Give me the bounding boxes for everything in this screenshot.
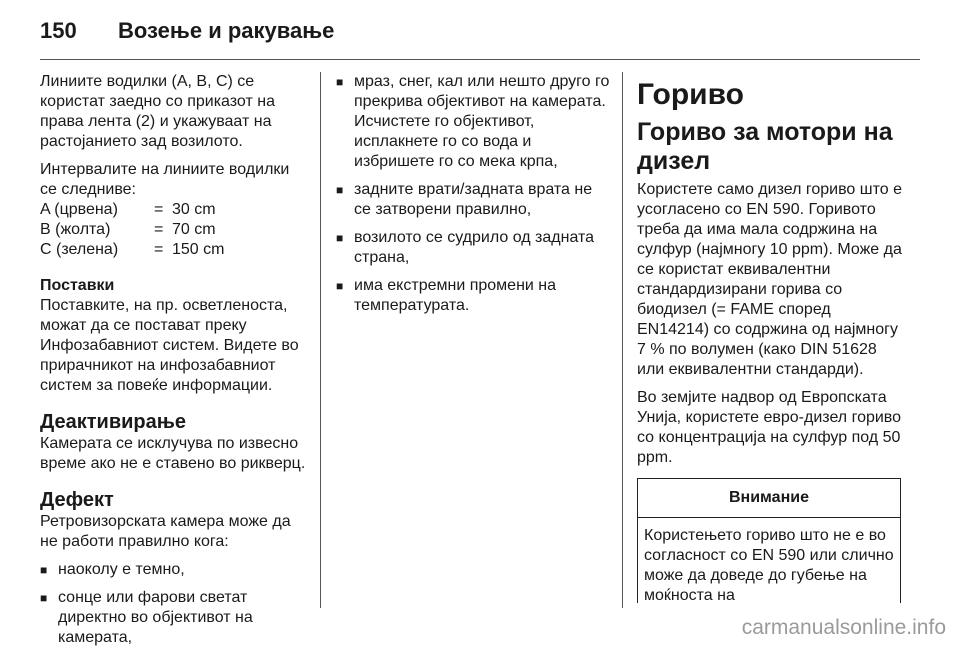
fault-list — [40, 560, 308, 648]
column-divider-1 — [320, 72, 321, 608]
diesel-para-1: Користете само дизел гориво што е усогласено со EN 590. Горивото треба да има мала содржина на сулфур (најмногу 10 ppm). Може да се користат еквивалентни стандардизирани горива со биодизел (= FAME според EN14214) со содржина од најмногу 7 % по волумен (како DIN 51628 или еквивалентни стандарди). — [637, 181, 902, 378]
list-item-text: возилото се судрило од задната страна, — [354, 229, 595, 266]
color-eq: = — [154, 201, 164, 218]
list-item — [336, 72, 610, 172]
list-item-text: има екстремни промени на температурата. — [354, 277, 557, 314]
settings-text: Поставките, на пр. осветленоста, можат да се постават преку Инфозабавниот систем. Видете во прирачникот на инфозабавниот систем за повеќе информации. — [40, 297, 299, 394]
list-item — [40, 588, 308, 648]
color-name: C (зелена) — [40, 241, 119, 258]
diesel-para-2: Во земјите надвор од Европската Унија, користете евро-дизел гориво со концентрација на сулфур под 50 ppm. — [637, 389, 902, 466]
guideline-color-table — [40, 200, 224, 260]
deactivation-text: Камерата се исклучува по извесно време ако не е ставено во рикверц. — [40, 435, 306, 472]
color-name: A (црвена) — [40, 201, 118, 218]
bullet-icon: ■ — [336, 183, 344, 197]
list-item-text: задните врати/задната врата не се затворени правилно, — [354, 181, 593, 218]
column-divider-2 — [622, 72, 623, 608]
column-2 — [336, 72, 610, 324]
page-title: Возење и ракување — [118, 18, 335, 43]
color-distance: 70 cm — [172, 221, 216, 238]
bullet-icon: ■ — [336, 279, 344, 293]
list-item-text: мраз, снег, кал или нешто друго го прекрива објективот на камерата. Исчистете го објективот, исплакнете го со вода и избришете го со мека крпа, — [354, 73, 610, 170]
list-item — [336, 228, 610, 268]
page-header — [0, 0, 960, 60]
list-item — [336, 276, 610, 316]
header-rule — [40, 59, 920, 60]
table-row — [40, 220, 224, 240]
diesel-subtitle: Гориво за мотори на дизел — [637, 118, 893, 175]
watermark: carmanualsonline.info — [741, 616, 946, 639]
settings-heading: Поставки — [40, 277, 115, 294]
color-eq: = — [154, 241, 164, 258]
list-item — [40, 560, 308, 580]
settings-section — [40, 276, 308, 396]
color-eq: = — [154, 221, 164, 238]
bullet-icon: ■ — [40, 563, 48, 577]
caution-box — [637, 478, 901, 603]
column-1 — [40, 72, 308, 662]
deactivation-section — [40, 410, 308, 474]
fault-list-continued — [336, 72, 610, 316]
table-row — [40, 240, 224, 260]
list-item — [336, 180, 610, 220]
color-name: B (жолта) — [40, 221, 111, 238]
bullet-icon: ■ — [336, 75, 344, 89]
bullet-icon: ■ — [40, 591, 48, 605]
fault-section — [40, 488, 308, 648]
list-item-text: сонце или фарови светат директно во објективот на камерата, — [58, 589, 253, 646]
color-distance: 30 cm — [172, 201, 216, 218]
caution-text: Користењето гориво што не е во согласност со EN 590 или слично може да доведе до губење на моќноста на — [644, 527, 894, 604]
column-3 — [637, 72, 905, 603]
bullet-icon: ■ — [336, 231, 344, 245]
fuel-title: Гориво — [637, 78, 744, 111]
caution-heading: Внимание — [638, 479, 900, 518]
guideline-intro: Линиите водилки (A, B, C) се користат заедно со приказот на права лента (2) и укажуваат на растојанието зад возилото. — [40, 73, 275, 150]
table-row — [40, 200, 224, 220]
fault-heading: Дефект — [40, 489, 114, 511]
page-number: 150 — [40, 18, 77, 43]
guideline-intervals: Интервалите на линиите водилки се следниве: — [40, 161, 290, 198]
fault-text: Ретровизорската камера може да не работи правилно кога: — [40, 513, 291, 550]
color-distance: 150 cm — [172, 241, 225, 258]
list-item-text: наоколу е темно, — [58, 561, 185, 578]
deactivation-heading: Деактивирање — [40, 411, 187, 433]
